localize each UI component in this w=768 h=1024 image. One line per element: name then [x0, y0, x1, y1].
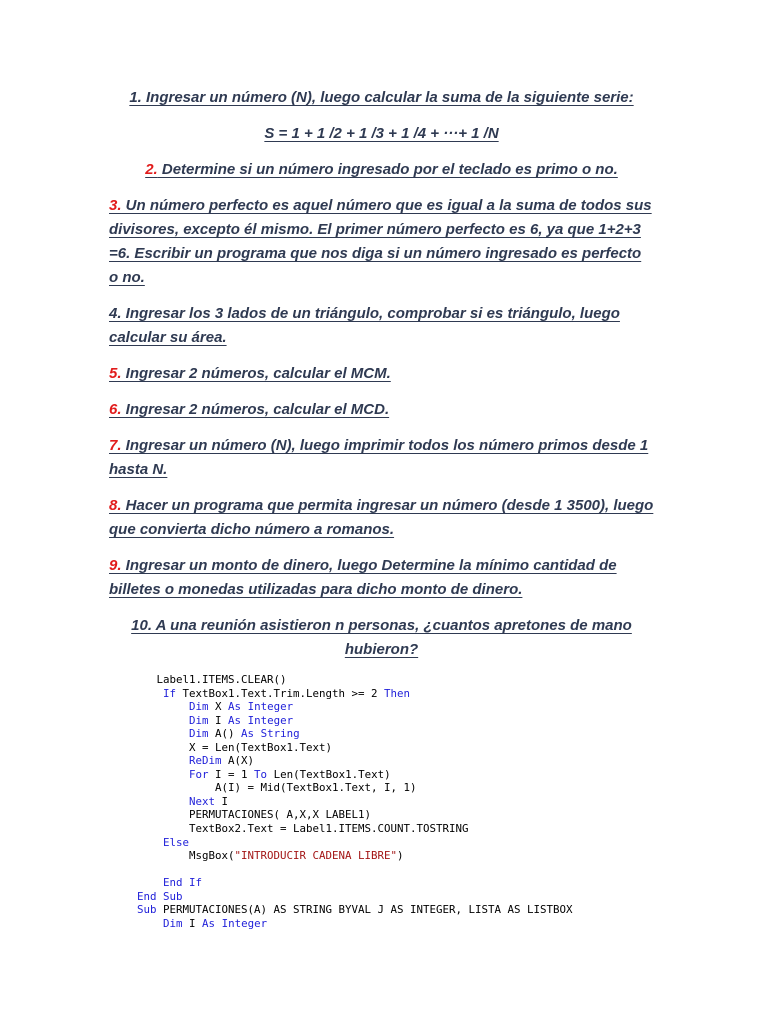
code-line: Label1.ITEMS.CLEAR() [156, 673, 287, 686]
exercise-number: 8. [109, 497, 122, 514]
exercise-10: 10. A una reunión asistieron n personas, ¿cuantos apretones de mano hubieron? [131, 617, 632, 658]
exercise-text: Determine si un número ingresado por el teclado es primo o no. [157, 161, 618, 178]
code-block [137, 673, 573, 930]
code-line: For I = 1 To Len(TextBox1.Text) [189, 767, 391, 781]
exercise-4: 4. Ingresar los 3 lados de un triángulo, comprobar si es triángulo, luego calcular su área. [109, 305, 620, 346]
exercise-3 [109, 194, 654, 290]
exercise-text: Ingresar un monto de dinero, luego Determine la mínimo cantidad de billetes o monedas utilizadas para dicho monto de dinero. [109, 557, 617, 598]
exercise-8 [109, 494, 654, 542]
exercise-number: 7. [109, 437, 122, 454]
exercise-number: 2. [145, 161, 158, 178]
exercise-text: Un número perfecto es aquel número que es igual a la suma de todos sus divisores, excepto él mismo. El primer número perfecto es 6, ya que 1+2+3 =6. Escribir un programa que nos diga si un número ingresado es perfecto o no. [109, 197, 652, 286]
code-line: Else [163, 835, 190, 849]
exercise-5 [109, 362, 654, 386]
exercise-text: Ingresar 2 números, calcular el MCD. [121, 401, 390, 418]
series-formula: S = 1 + 1 /2 + 1 /3 + 1 /4 + ···+ 1 /N [264, 125, 499, 142]
exercise-number: 3. [109, 197, 122, 214]
exercise-text: Ingresar 2 números, calcular el MCM. [121, 365, 391, 382]
code-line: TextBox2.Text = Label1.ITEMS.COUNT.TOSTRING [189, 822, 469, 836]
exercise-6 [109, 398, 654, 422]
exercise-number: 5. [109, 365, 122, 382]
code-line: Sub PERMUTACIONES(A) AS STRING BYVAL J AS INTEGER, LISTA AS LISTBOX [137, 903, 573, 917]
code-line: X = Len(TextBox1.Text) [189, 740, 333, 754]
code-line: End Sub [137, 889, 183, 903]
exercise-text: Ingresar un número (N), luego imprimir todos los número primos desde 1 hasta N. [109, 437, 649, 478]
exercise-2 [109, 158, 654, 182]
exercise-7 [109, 434, 654, 482]
code-line: ReDim A(X) [189, 754, 255, 768]
exercise-text: Hacer un programa que permita ingresar un número (desde 1 3500), luego que convierta dicho número a romanos. [109, 497, 654, 538]
code-line: PERMUTACIONES( A,X,X LABEL1) [189, 808, 372, 822]
code-line: Dim I As Integer [163, 916, 268, 930]
exercise-number: 9. [109, 557, 122, 574]
exercise-number: 6. [109, 401, 122, 418]
code-line: Dim I As Integer [189, 713, 294, 727]
exercise-9 [109, 554, 654, 602]
code-line: Next I [189, 794, 229, 808]
exercise-1: 1. Ingresar un número (N), luego calcular la suma de la siguiente serie: [129, 89, 634, 106]
code-line: Dim A() As String [189, 727, 300, 741]
code-line: Dim X As Integer [189, 700, 294, 714]
code-line: MsgBox("INTRODUCIR CADENA LIBRE") [189, 849, 404, 863]
code-line: If TextBox1.Text.Trim.Length >= 2 Then [163, 686, 411, 700]
code-line: A(I) = Mid(TextBox1.Text, I, 1) [215, 781, 417, 795]
code-line: End If [163, 876, 203, 890]
